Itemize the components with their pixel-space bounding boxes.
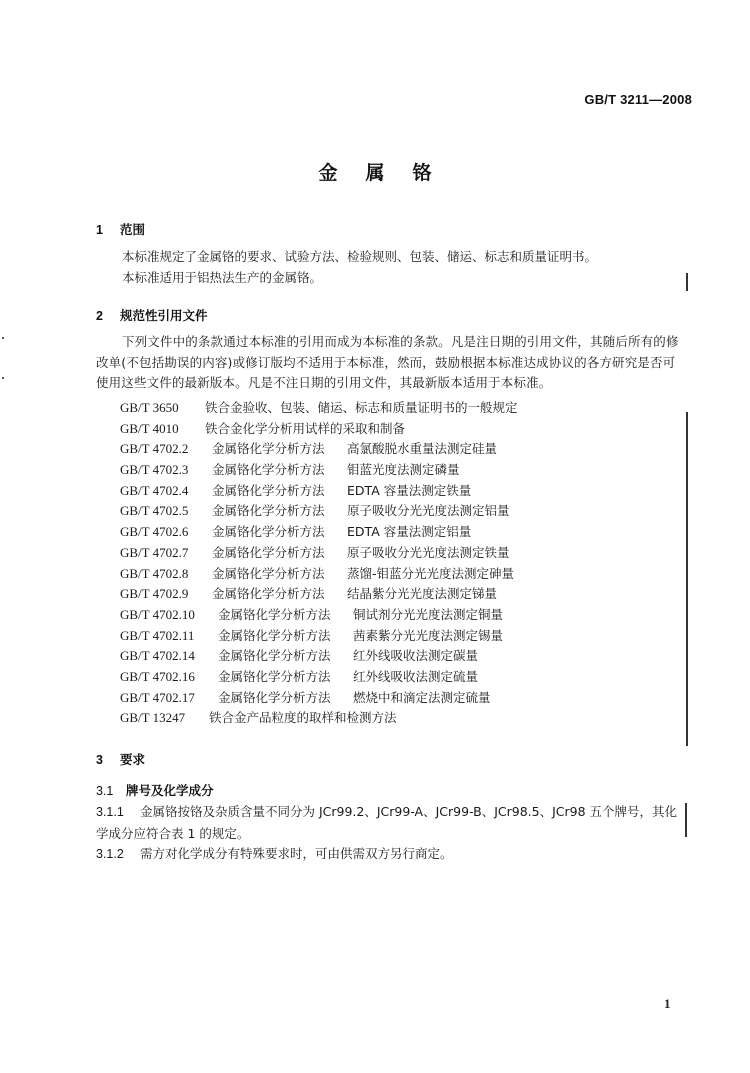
change-bar bbox=[685, 803, 687, 837]
scan-speck bbox=[2, 377, 4, 379]
reference-code: GB/T 4702.7 bbox=[120, 544, 189, 560]
reference-code: GB/T 3650 bbox=[120, 400, 179, 415]
reference-method: 蒸馏-钼蓝分光光度法测定砷量 bbox=[347, 565, 515, 581]
reference-method: 结晶紫分光光度法测定锑量 bbox=[347, 586, 498, 602]
section-number: 3 bbox=[96, 753, 103, 767]
reference-item bbox=[120, 584, 518, 605]
clause-text: 需方对化学成分有特殊要求时，可由供需双方另行商定。 bbox=[140, 846, 453, 861]
reference-method: 红外线吸收法测定硫量 bbox=[353, 668, 479, 684]
reference-code: GB/T 4702.5 bbox=[120, 503, 189, 519]
scan-speck bbox=[2, 337, 4, 339]
subsection-heading-grades bbox=[96, 781, 214, 799]
section-title: 范围 bbox=[120, 222, 146, 237]
reference-item bbox=[120, 667, 518, 688]
reference-code: GB/T 4702.17 bbox=[120, 689, 195, 705]
reference-title: 金属铬化学分析方法 bbox=[212, 441, 325, 457]
reference-item bbox=[120, 688, 518, 709]
reference-title: 金属铬化学分析方法 bbox=[212, 482, 325, 498]
scope-paragraph-2: 本标准适用于铝热法生产的金属铬。 bbox=[122, 270, 323, 285]
reference-title: 金属铬化学分析方法 bbox=[218, 627, 331, 643]
section-title: 规范性引用文件 bbox=[120, 308, 208, 323]
reference-title: 铁合金产品粒度的取样和检测方法 bbox=[209, 710, 397, 726]
clause-3-1-2 bbox=[96, 843, 682, 865]
reference-code: GB/T 4702.3 bbox=[120, 462, 189, 478]
reference-method: 茜素紫分光光度法测定锡量 bbox=[353, 627, 504, 643]
reference-code: GB/T 4702.14 bbox=[120, 648, 195, 664]
reference-code: GB/T 4702.6 bbox=[120, 524, 189, 540]
reference-list bbox=[120, 398, 518, 729]
reference-code: GB/T 4702.4 bbox=[120, 482, 189, 498]
reference-title: 金属铬化学分析方法 bbox=[212, 462, 325, 478]
clause-number: 3.1.2 bbox=[96, 847, 124, 861]
reference-code: GB/T 4702.16 bbox=[120, 668, 195, 684]
reference-item bbox=[120, 626, 518, 647]
section-number: 2 bbox=[96, 309, 103, 323]
reference-item bbox=[120, 460, 518, 481]
reference-code: GB/T 4702.10 bbox=[120, 606, 195, 622]
reference-item bbox=[120, 522, 518, 543]
change-bar bbox=[686, 273, 688, 291]
section-heading-scope bbox=[96, 220, 145, 238]
reference-item bbox=[120, 605, 518, 626]
section-number: 1 bbox=[96, 223, 103, 237]
section-heading-requirements bbox=[96, 750, 145, 768]
reference-code: GB/T 4702.9 bbox=[120, 586, 189, 602]
reference-title: 金属铬化学分析方法 bbox=[212, 544, 325, 560]
reference-title: 金属铬化学分析方法 bbox=[212, 524, 325, 540]
reference-title: 金属铬化学分析方法 bbox=[218, 689, 331, 705]
reference-title: 金属铬化学分析方法 bbox=[218, 668, 331, 684]
reference-title: 铁合金验收、包装、储运、标志和质量证明书的一般规定 bbox=[205, 400, 518, 415]
subsection-title: 牌号及化学成分 bbox=[126, 783, 214, 798]
reference-method: 钼蓝光度法测定磷量 bbox=[347, 462, 460, 478]
document-title: 金属铬 bbox=[318, 162, 460, 184]
reference-code: GB/T 4702.11 bbox=[120, 627, 195, 643]
reference-item bbox=[120, 543, 518, 564]
clause-3-1-1 bbox=[96, 801, 682, 844]
reference-code: GB/T 4702.2 bbox=[120, 441, 189, 457]
reference-item bbox=[120, 646, 518, 667]
reference-method: 铜试剂分光光度法测定铜量 bbox=[353, 606, 504, 622]
reference-code: GB/T 4702.8 bbox=[120, 565, 189, 581]
reference-method: 燃烧中和滴定法测定硫量 bbox=[353, 689, 491, 705]
scope-paragraph-1: 本标准规定了金属铬的要求、试验方法、检验规则、包装、储运、标志和质量证明书。 bbox=[122, 249, 598, 264]
reference-title: 金属铬化学分析方法 bbox=[218, 648, 331, 664]
section-title: 要求 bbox=[120, 752, 146, 767]
reference-item bbox=[120, 501, 518, 522]
reference-method: 原子吸收分光光度法测定铝量 bbox=[347, 503, 510, 519]
reference-item bbox=[120, 481, 518, 502]
standard-code: GB/T 3211—2008 bbox=[584, 92, 692, 107]
reference-title: 金属铬化学分析方法 bbox=[212, 565, 325, 581]
reference-title: 金属铬化学分析方法 bbox=[212, 586, 325, 602]
reference-method: 高氯酸脱水重量法测定硅量 bbox=[347, 441, 498, 457]
page-number: 1 bbox=[664, 996, 671, 1011]
reference-title: 金属铬化学分析方法 bbox=[218, 606, 331, 622]
subsection-number: 3.1 bbox=[96, 784, 114, 798]
reference-method: 原子吸收分光光度法测定铁量 bbox=[347, 544, 510, 560]
reference-code: GB/T 13247 bbox=[120, 710, 186, 726]
reference-item bbox=[120, 398, 518, 419]
reference-method: 红外线吸收法测定碳量 bbox=[353, 648, 479, 664]
clause-number: 3.1.1 bbox=[96, 805, 124, 819]
reference-code: GB/T 4010 bbox=[120, 420, 179, 436]
reference-method: EDTA 容量法测定铝量 bbox=[347, 524, 472, 540]
clause-text: 金属铬按铬及杂质含量不同分为 JCr99.2、JCr99-A、JCr99-B、JCr98.5、JCr98 五个牌号，其化学成分应符合表 1 的规定。 bbox=[96, 804, 678, 841]
reference-item bbox=[120, 419, 518, 440]
reference-item bbox=[120, 564, 518, 585]
reference-title: 铁合金化学分析用试样的采取和制备 bbox=[205, 420, 406, 436]
reference-title: 金属铬化学分析方法 bbox=[212, 503, 325, 519]
reference-item bbox=[120, 439, 518, 460]
reference-method: EDTA 容量法测定铁量 bbox=[347, 482, 472, 498]
change-bar bbox=[686, 412, 688, 746]
normative-refs-intro: 下列文件中的条款通过本标准的引用而成为本标准的条款。凡是注日期的引用文件，其随后所有的修改单(不包括勘误的内容)或修订版均不适用于本标准，然而，鼓励根据本标准达成协议的各方研究是否可使用这些文件的最新版本。凡是不注日期的引用文件，其最新版本适用于本标准。 bbox=[96, 334, 679, 390]
section-heading-normative-refs bbox=[96, 306, 208, 324]
reference-item bbox=[120, 708, 518, 729]
